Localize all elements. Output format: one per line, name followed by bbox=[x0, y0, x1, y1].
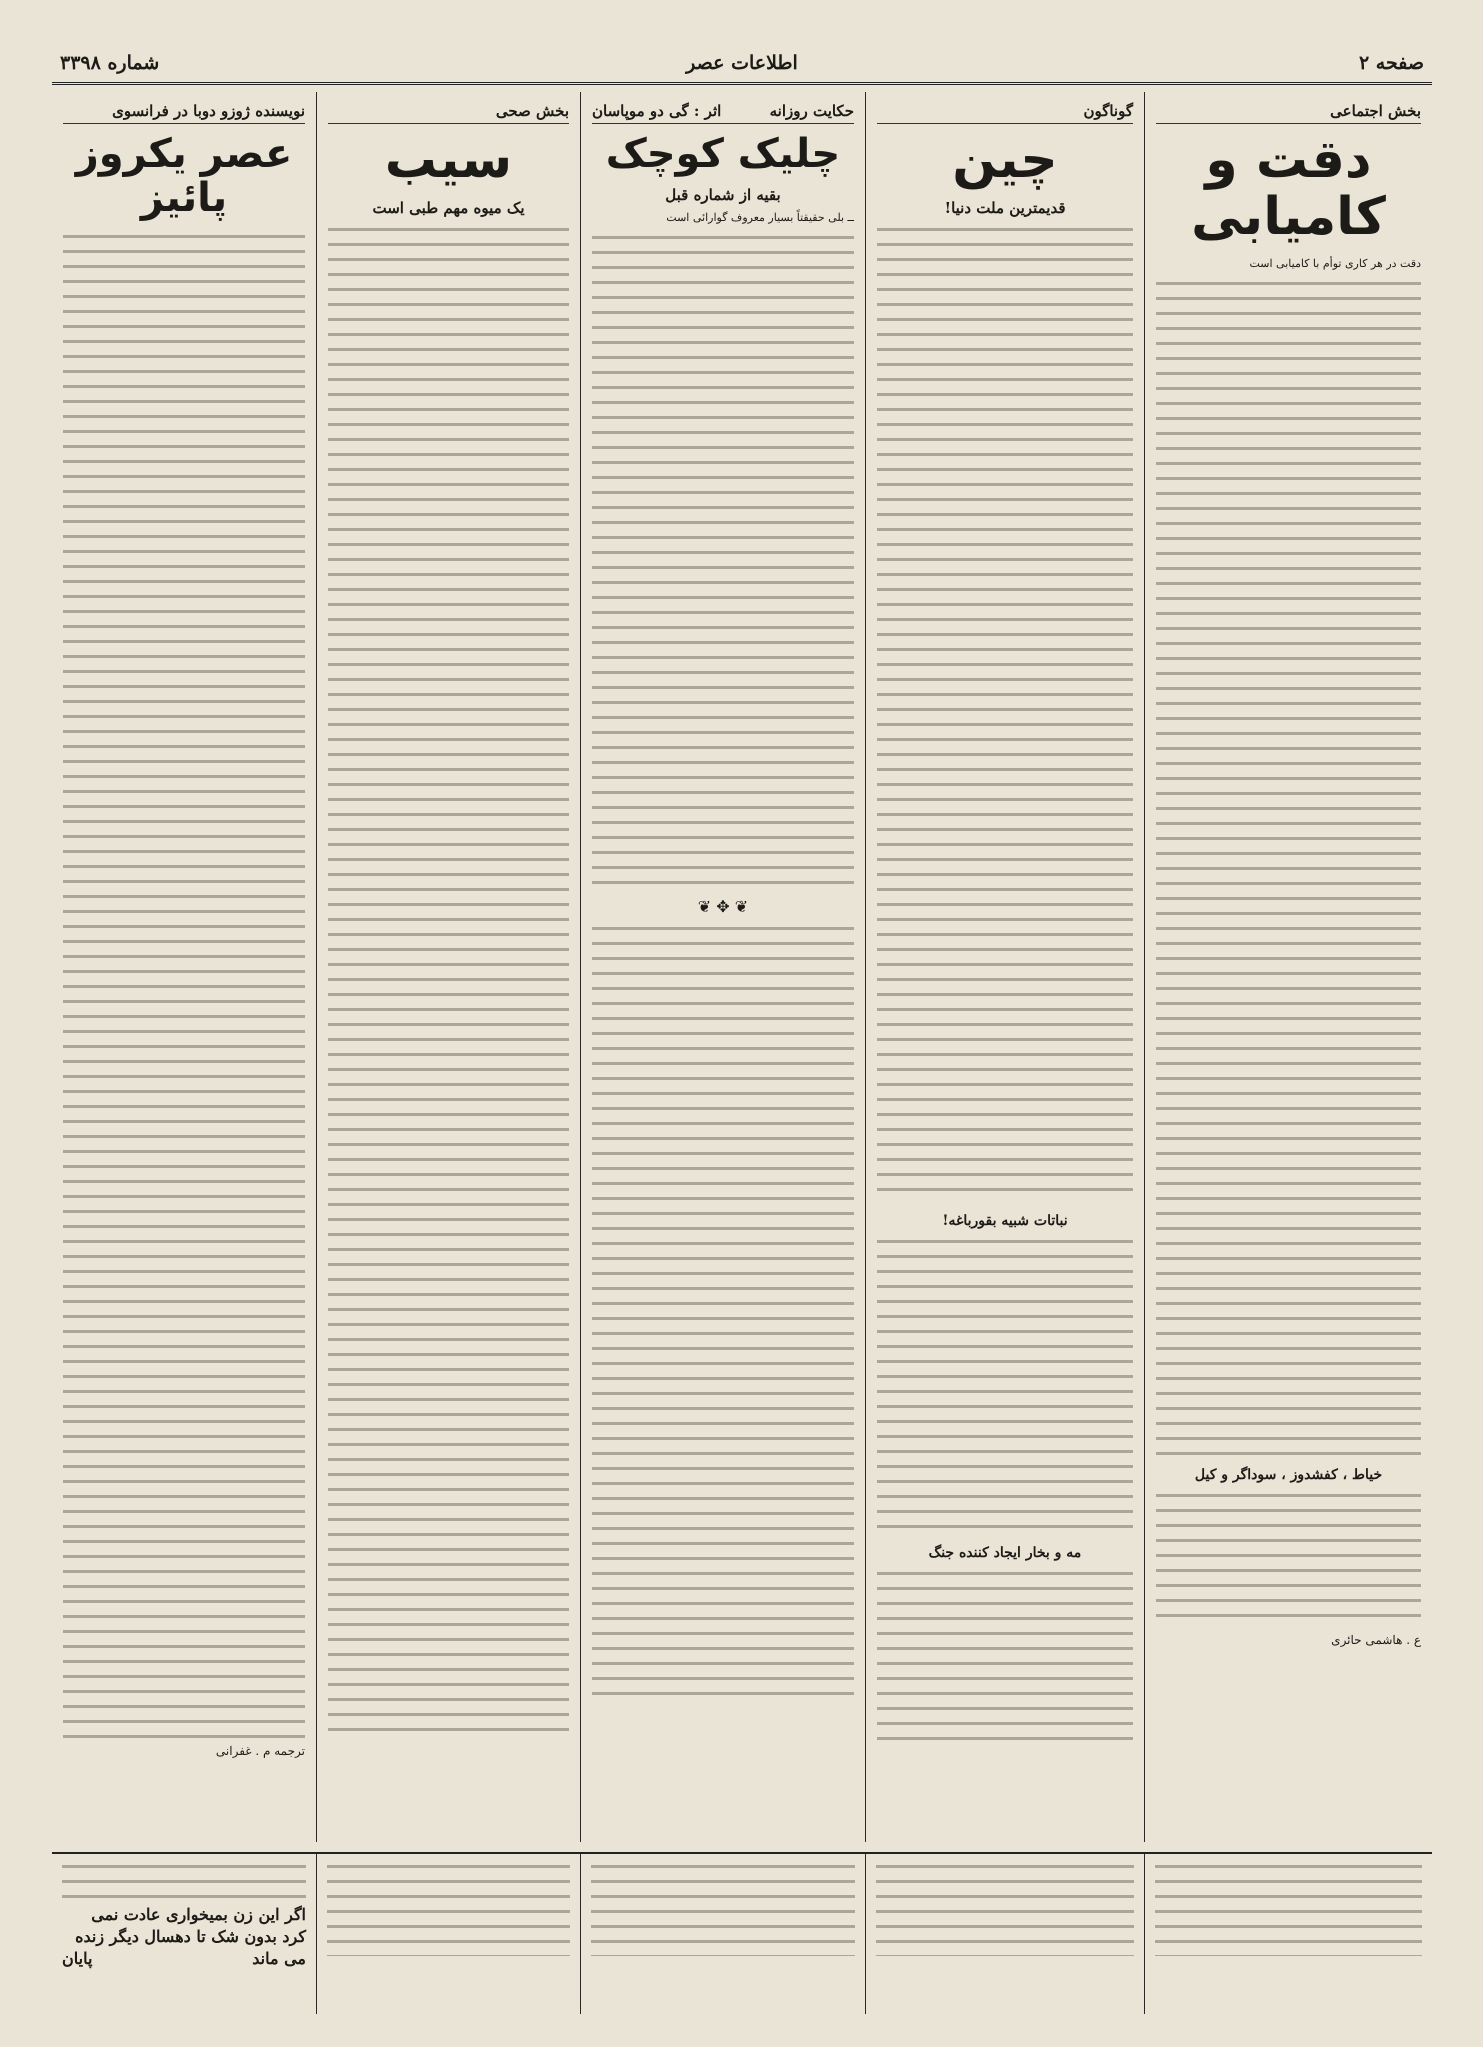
article-body-text bbox=[328, 223, 569, 1743]
author-credit: اثر : گی دو موپاسان bbox=[592, 102, 722, 120]
article-headline: چلیک کوچک bbox=[605, 131, 841, 177]
article-columns bbox=[52, 92, 1432, 1842]
article-subhead: قدیمترین ملت دنیا! bbox=[944, 199, 1066, 218]
notice-line: می ماند bbox=[252, 1949, 306, 1968]
article-body-text bbox=[1156, 277, 1421, 1457]
article-diligence-success bbox=[1144, 92, 1432, 1842]
article-little-barrel bbox=[580, 92, 865, 1842]
article-body-text bbox=[877, 223, 1133, 1203]
article-autumn-evening bbox=[52, 92, 316, 1842]
article-china bbox=[865, 92, 1144, 1842]
article-subhead: بقیه از شماره قبل bbox=[665, 186, 781, 204]
masthead bbox=[52, 46, 1432, 85]
notice-end: پایان bbox=[62, 1949, 93, 1968]
article-headline: سیب bbox=[384, 130, 513, 190]
inline-subhead: نباتات شبیه بقورباغه! bbox=[942, 1213, 1068, 1230]
article-headline: دقت و کامیابی bbox=[1191, 130, 1386, 248]
inline-subhead: خیاط ، کفشدوز ، سوداگر و کیل bbox=[1194, 1467, 1383, 1484]
notice-line: کرد بدون شک تا دهسال دیگر زنده bbox=[75, 1927, 306, 1946]
newspaper-name: اطلاعات عصر bbox=[686, 52, 798, 74]
article-apple bbox=[316, 92, 580, 1842]
article-body-text bbox=[592, 922, 854, 1702]
article-lead: دقت در هر کاری توأم با کامیابی است bbox=[1249, 257, 1421, 271]
page-number: صفحه ۲ bbox=[1358, 52, 1424, 74]
bottom-column bbox=[1144, 1854, 1432, 2014]
bottom-column bbox=[580, 1854, 865, 2014]
section-label: بخش صحی bbox=[328, 102, 569, 124]
issue-number: شماره ۳۳۹۸ bbox=[60, 52, 160, 74]
bottom-strip bbox=[52, 1852, 1432, 2014]
bottom-column bbox=[316, 1854, 580, 2014]
article-headline: چین bbox=[952, 130, 1058, 190]
ornament-divider: ❦ ✥ ❦ bbox=[697, 897, 749, 916]
article-body-text bbox=[63, 230, 305, 1740]
article-body-text bbox=[877, 1567, 1133, 1747]
article-subhead: یک میوه مهم طبی است bbox=[372, 199, 525, 218]
article-headline: عصر یکروز پائیز bbox=[75, 131, 293, 221]
article-body-text bbox=[877, 1235, 1133, 1535]
notice-line: اگر این زن بمیخواری عادت نمی bbox=[91, 1905, 306, 1924]
section-label: بخش اجتماعی bbox=[1156, 102, 1421, 124]
bottom-notice bbox=[52, 1854, 316, 2014]
bottom-column bbox=[865, 1854, 1144, 2014]
article-body-text bbox=[592, 231, 854, 891]
author-signature: ع . هاشمی حائری bbox=[1331, 1633, 1421, 1648]
article-lead: ــ بلی حقیقتاً بسیار معروف گوارائی است bbox=[666, 211, 854, 224]
section-label: حکایت روزانه اثر : گی دو موپاسان bbox=[592, 102, 854, 124]
author-line: نویسنده ژوزو دوبا در فرانسوی bbox=[63, 102, 305, 124]
translator-signature: ترجمه م . غفرانی bbox=[215, 1744, 305, 1758]
article-body-text bbox=[1156, 1489, 1421, 1629]
inline-subhead: مه و بخار ایجاد کننده جنگ bbox=[928, 1545, 1082, 1562]
section-label: گوناگون bbox=[877, 102, 1133, 124]
